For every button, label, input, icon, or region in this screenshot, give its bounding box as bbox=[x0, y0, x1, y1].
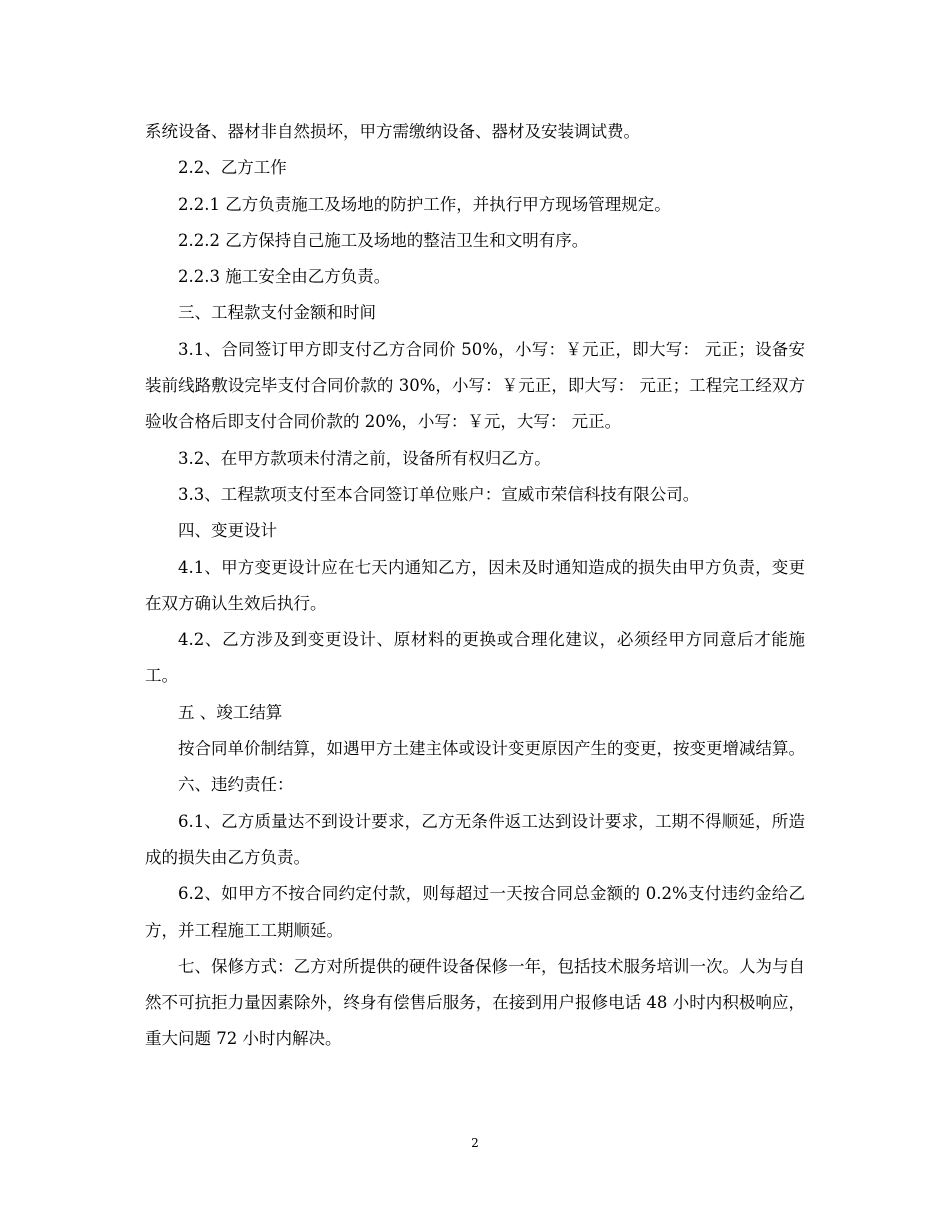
clause-4-2: 4.2、乙方涉及到变更设计、原材料的更换或合理化建议，必须经甲方同意后才能施工。 bbox=[145, 630, 805, 686]
page-number: 2 bbox=[471, 1136, 479, 1150]
clause-2-2-1: 2.2.1 乙方负责施工及场地的防护工作，并执行甲方现场管理规定。 bbox=[178, 194, 671, 214]
clause-3-2: 3.2、在甲方款项未付清之前，设备所有权归乙方。 bbox=[178, 448, 551, 468]
paragraph-equipment-fee: 系统设备、器材非自然损坏，甲方需缴纳设备、器材及安装调试费。 bbox=[145, 122, 640, 141]
clause-4-1: 4.1、甲方变更设计应在七天内通知乙方，因未及时通知造成的损失由甲方负责，变更在双方确认生效后执行。 bbox=[145, 557, 805, 613]
heading-liability: 六、违约责任： bbox=[178, 775, 294, 795]
clause-6-2: 6.2、如甲方不按合同约定付款，则每超过一天按合同总金额的 0.2%支付违约金给乙方，并工程施工工期顺延。 bbox=[145, 884, 805, 940]
heading-design-change: 四、变更设计 bbox=[178, 521, 277, 541]
settlement-text: 按合同单价制结算，如遇甲方土建主体或设计变更原因产生的变更，按变更增减结算。 bbox=[178, 739, 805, 759]
clause-2-2-2: 2.2.2 乙方保持自己施工及场地的整洁卫生和文明有序。 bbox=[178, 230, 589, 250]
heading-payment: 三、工程款支付金额和时间 bbox=[178, 303, 376, 323]
clause-warranty: 七、保修方式：乙方对所提供的硬件设备保修一年，包括技术服务培训一次。人为与自然不可抗拒力量因素除外，终身有偿售后服务，在接到用户报修电话 48 小时内积极响应，重大问题 72 小时内解决。 bbox=[145, 956, 805, 1049]
heading-settlement: 五 、竣工结算 bbox=[178, 702, 283, 722]
document-body bbox=[145, 114, 805, 1058]
heading-party-b-work: 2.2、乙方工作 bbox=[178, 158, 287, 178]
clause-6-1: 6.1、乙方质量达不到设计要求，乙方无条件返工达到设计要求，工期不得顺延，所造成的损失由乙方负责。 bbox=[145, 811, 805, 867]
clause-2-2-3: 2.2.3 施工安全由乙方负责。 bbox=[178, 267, 391, 287]
clause-3-3: 3.3、工程款项支付至本合同签订单位账户：宣威市荣信科技有限公司。 bbox=[178, 484, 700, 504]
clause-3-1: 3.1、合同签订甲方即支付乙方合同价 50%，小写：￥元正，即大写： 元正；设备安装前线路敷设完毕支付合同价款的 30%，小写：￥元正，即大写： 元正；工程完工经双方验收合格后即支付合同价款的 20%，小写：￥元，大写： 元正。 bbox=[145, 339, 805, 432]
